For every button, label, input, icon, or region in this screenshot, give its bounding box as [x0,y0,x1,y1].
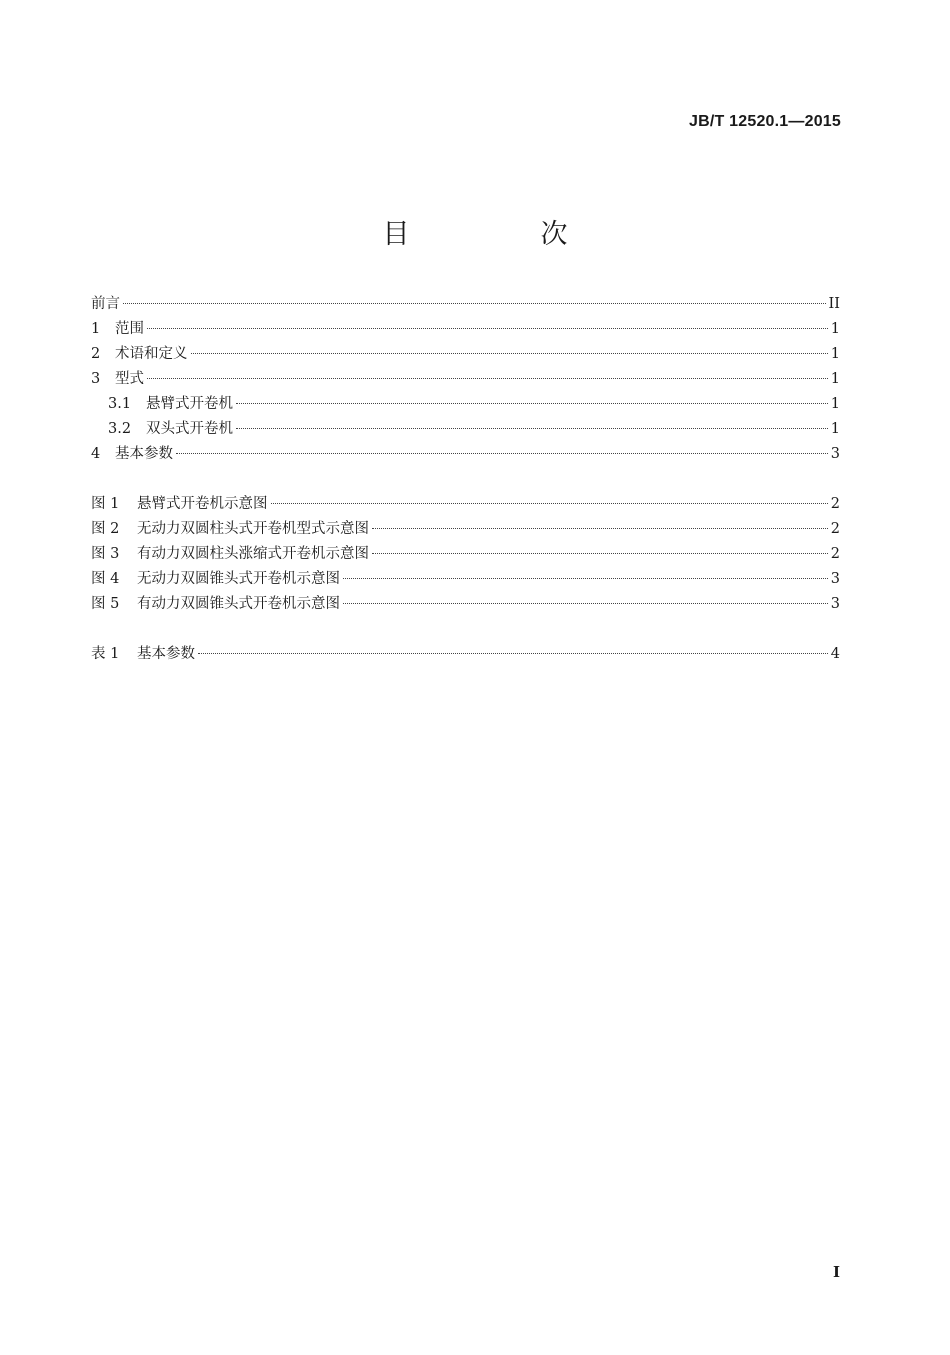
dot-leader [236,428,828,429]
toc-entry-page: 1 [830,321,840,337]
figure-number: 图 3 [91,546,120,562]
figure-number: 图 5 [91,596,120,612]
toc-sections [91,292,840,467]
toc-entry-number: 2 [91,346,101,362]
toc-entry-page: 4 [830,646,840,662]
toc-entry[interactable] [91,367,840,392]
figure-number: 图 2 [91,521,120,537]
toc-table-entry[interactable] [91,642,840,667]
figure-title: 有动力双圆柱头涨缩式开卷机示意图 [137,546,369,562]
figure-number: 图 1 [91,496,120,512]
dot-leader [123,303,826,304]
toc-entry[interactable] [91,442,840,467]
toc-entry-number: 3 [91,371,101,387]
toc-entry[interactable] [91,342,840,367]
page-title: 目 次 [382,219,620,250]
table-of-contents [91,292,840,692]
dot-leader [343,578,828,579]
figure-title: 悬臂式开卷机示意图 [137,496,268,512]
dot-leader [372,528,828,529]
toc-entry-page: II [828,296,840,312]
toc-entry-page: 1 [830,396,840,412]
toc-entry-page: 3 [830,446,840,462]
toc-entry[interactable] [91,317,840,342]
table-title: 基本参数 [137,646,195,662]
toc-subentry[interactable] [91,392,840,417]
toc-entry[interactable] [91,292,840,317]
page-number: I [832,1263,840,1281]
dot-leader [176,453,828,454]
toc-entry-label: 型式 [115,371,144,387]
toc-entry-number: 1 [91,321,101,337]
toc-entry-label: 术语和定义 [115,346,188,362]
dot-leader [198,653,828,654]
dot-leader [343,603,828,604]
toc-entry-number: 3.2 [108,421,132,437]
toc-entry-number: 3.1 [108,396,132,412]
toc-figure-entry[interactable] [91,542,840,567]
dot-leader [147,378,828,379]
figure-title: 无动力双圆锥头式开卷机示意图 [137,571,340,587]
toc-entry-page: 2 [830,521,840,537]
toc-tables [91,642,840,667]
figure-number: 图 4 [91,571,120,587]
toc-entry-page: 3 [830,596,840,612]
toc-entry-number: 4 [91,446,101,462]
figure-title: 无动力双圆柱头式开卷机型式示意图 [137,521,369,537]
dot-leader [236,403,828,404]
toc-entry-label: 前言 [91,296,120,312]
figure-title: 有动力双圆锥头式开卷机示意图 [137,596,340,612]
table-number: 表 1 [91,646,120,662]
dot-leader [372,553,828,554]
dot-leader [147,328,828,329]
toc-entry-page: 1 [830,421,840,437]
toc-figures [91,492,840,617]
toc-entry-label: 范围 [115,321,144,337]
toc-entry-label: 基本参数 [115,446,173,462]
toc-figure-entry[interactable] [91,567,840,592]
toc-figure-entry[interactable] [91,492,840,517]
standard-code: JB/T 12520.1—2015 [689,113,841,130]
dot-leader [191,353,828,354]
toc-figure-entry[interactable] [91,517,840,542]
toc-entry-page: 1 [830,371,840,387]
toc-entry-label: 双头式开卷机 [146,421,233,437]
toc-figure-entry[interactable] [91,592,840,617]
toc-entry-page: 2 [830,496,840,512]
toc-entry-page: 2 [830,546,840,562]
toc-entry-label: 悬臂式开卷机 [146,396,233,412]
toc-subentry[interactable] [91,417,840,442]
dot-leader [271,503,828,504]
toc-entry-page: 3 [830,571,840,587]
toc-entry-page: 1 [830,346,840,362]
